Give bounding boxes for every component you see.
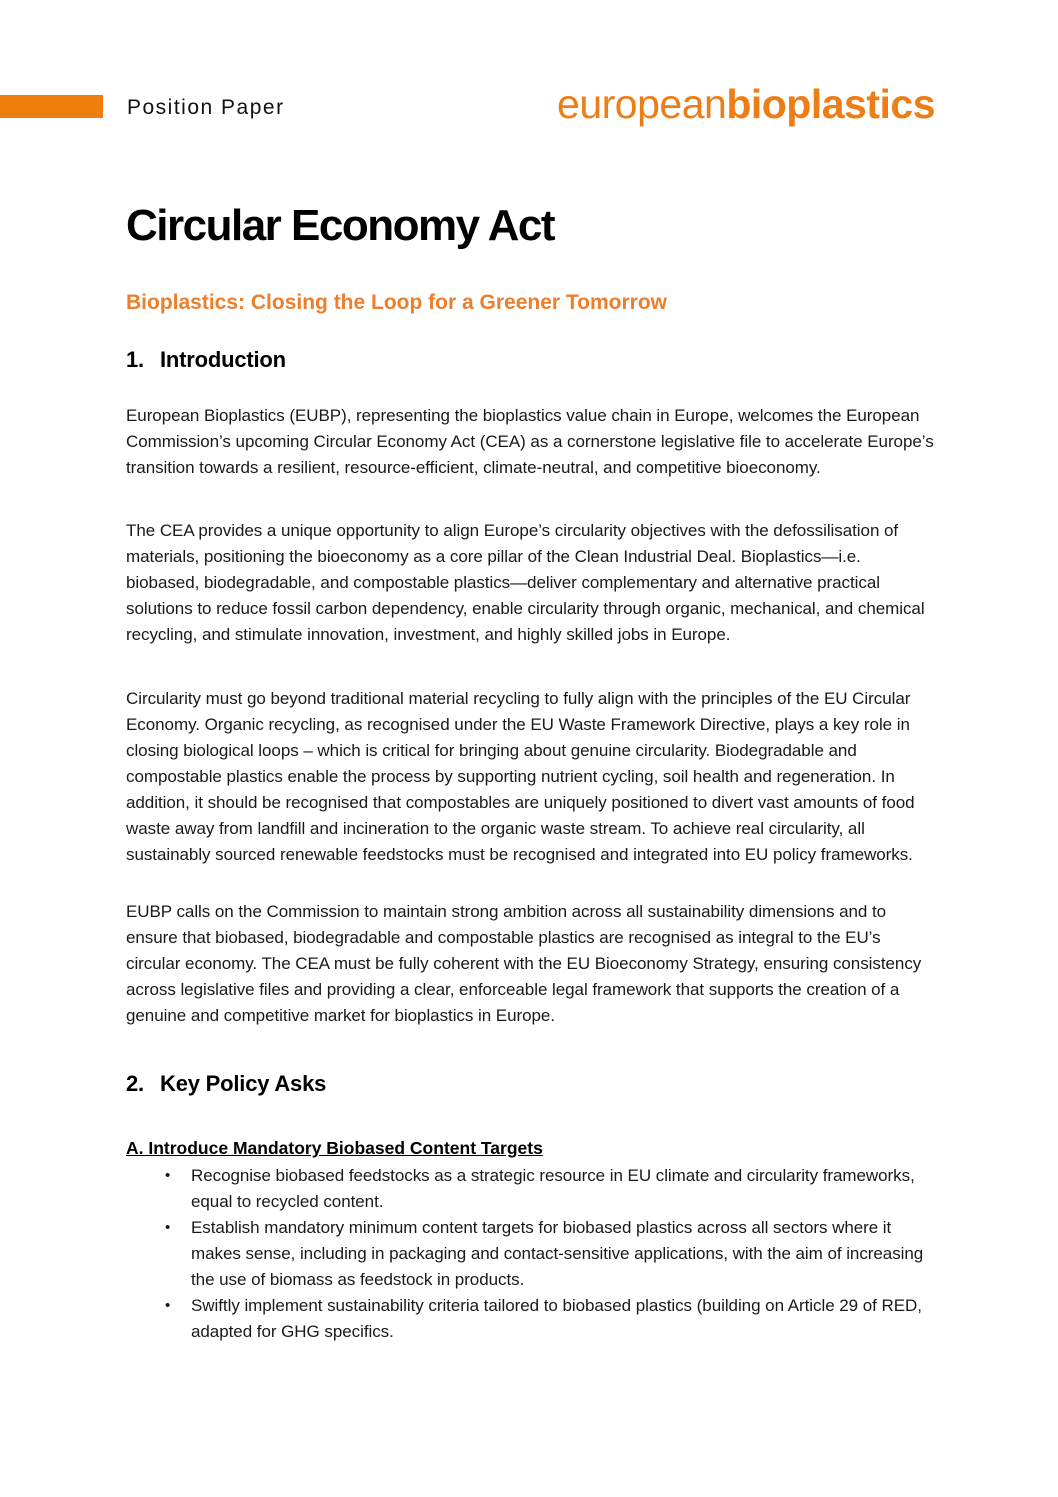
bullet-text: Recognise biobased feedstocks as a strategic resource in EU climate and circularity frameworks, equal to recycled content. xyxy=(191,1166,915,1211)
page-title: Circular Economy Act xyxy=(126,201,555,250)
bullet-icon: • xyxy=(165,1167,171,1184)
bullet-icon: • xyxy=(165,1297,171,1314)
body-paragraph-1: European Bioplastics (EUBP), representing the bioplastics value chain in Europe, welcomes the European Commission’s upcoming Circular Economy Act (CEA) as a cornerstone legislative file to accelerate Europe’s transition towards a resilient, resource-efficient, climate-neutral, and competitive bioeconomy. xyxy=(126,406,934,477)
body-paragraph-2: The CEA provides a unique opportunity to align Europe’s circularity objectives with the defossilisation of materials, positioning the bioeconomy as a core pillar of the Clean Industrial Deal. Bioplastics—i.e. biobased, biodegradable, and compostable plastics—deliver complementary and alternative practical solutions to reduce fossil carbon dependency, enable circularity through organic, mechanical, and chemical recycling, and stimulate innovation, investment, and highly skilled jobs in Europe. xyxy=(126,521,925,644)
document-type-label: Position Paper xyxy=(127,96,285,119)
section-1-heading-label: Introduction xyxy=(160,347,286,372)
subsection-a-heading: A. Introduce Mandatory Biobased Content Targets xyxy=(126,1138,543,1158)
bullet-text: Swiftly implement sustainability criteria tailored to biobased plastics (building on Article 29 of RED, adapted for GHG specifics. xyxy=(191,1296,922,1341)
section-2-heading-label: Key Policy Asks xyxy=(160,1071,327,1096)
policy-asks-bullet-list xyxy=(165,1163,936,1345)
body-paragraph-3: Circularity must go beyond traditional material recycling to fully align with the principles of the EU Circular Economy. Organic recycling, as recognised under the EU Waste Framework Directive, plays a key role in closing biological loops – which is critical for bringing about genuine circularity. Biodegradable and compostable plastics enable the process by supporting nutrient cycling, soil health and regeneration. In addition, it should be recognised that compostables are uniquely positioned to divert vast amounts of food waste away from landfill and incineration to the organic waste stream. To achieve real circularity, all sustainably sourced renewable feedstocks must be recognised and integrated into EU policy frameworks. xyxy=(126,689,915,864)
list-item xyxy=(165,1163,936,1215)
bullet-icon: • xyxy=(165,1219,171,1236)
section-1-number: 1. xyxy=(126,347,144,372)
section-1-heading xyxy=(126,346,936,373)
body-paragraph-4: EUBP calls on the Commission to maintain strong ambition across all sustainability dimensions and to ensure that biobased, biodegradable and compostable plastics are recognised as integral to the EU’s circular economy. The CEA must be fully coherent with the EU Bioeconomy Strategy, ensuring consistency across legislative files and providing a clear, enforceable legal framework that supports the creation of a genuine and competitive market for bioplastics in Europe. xyxy=(126,902,922,1025)
section-2-number: 2. xyxy=(126,1071,144,1096)
list-item xyxy=(165,1293,936,1345)
header-accent-bar xyxy=(0,95,103,118)
section-2-heading xyxy=(126,1070,936,1097)
logo-text-bioplastics: bioplastics xyxy=(726,81,935,127)
list-item xyxy=(165,1215,936,1293)
page-subtitle: Bioplastics: Closing the Loop for a Greener Tomorrow xyxy=(126,291,667,314)
bullet-text: Establish mandatory minimum content targets for biobased plastics across all sectors where it makes sense, including in packaging and contact-sensitive applications, with the aim of increasing the use of biomass as feedstock in products. xyxy=(191,1218,924,1289)
european-bioplastics-logo xyxy=(557,82,935,127)
logo-text-european: european xyxy=(557,81,727,127)
